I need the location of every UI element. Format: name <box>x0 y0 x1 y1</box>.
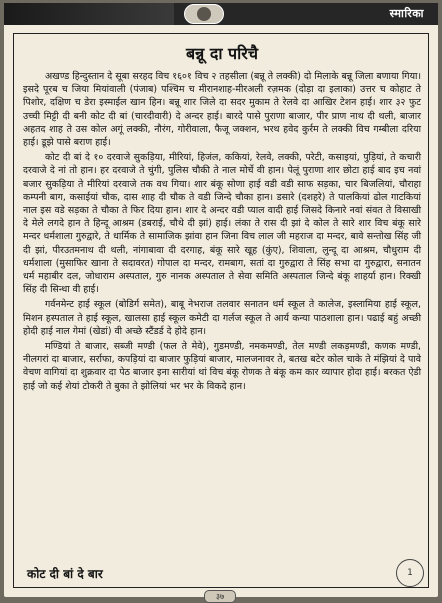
article-body <box>23 70 421 395</box>
article-title: बन्नू दा परिचै <box>186 44 258 63</box>
magazine-title: स्मारिका <box>389 7 424 20</box>
next-section-title: कोट दी बां दे बार <box>27 567 103 581</box>
magazine-page <box>4 3 438 601</box>
page-number: ३७ <box>204 590 236 603</box>
ganesha-emblem-icon <box>184 4 224 24</box>
page-header-band <box>4 3 438 25</box>
article-paragraph: कोट दी बां दे १० दरवाजे सुकड़िया, मीरियां, हिजंल, ककियां, रेलवे, लक्की, परेटी, कसाइयां, पुड़ियां, ते कचारी दरवाजे दे नां तो हान। हर दरवाजे ते चुंगी, पुलिस चौकी ते नाल मोर्चे वी हान। पेलूं पुराणा शार छोटा हाई बाद इच नवां बजार सुकड़िया ते मीरियां दरवाजे तक वध गिया। शार बंकू सोणा हाई वडी वडी साफ सड़का, चार बिजलियां, चौराहा कम्पनी बाग, कसाईयां चौक, दास शाह दी चौक ते वडी जिन्दे चौका हान। डसारे (दशहरे) ते पालकियां ढोल गाटकियां नाल इस वडे सड़का ते चौका ते फिर दिया हान। शार दे अन्दर वडी प्याल वादी हाई जिसदे किनारे नवां संवत ते विसाखी दे मेले लगदे हान ते हिन्दू आश्रम (डबराई, चौथे दी झां) हाई। लंका ते रास दी झां दे कोल ते सारे शार विच बंकू सारे मन्दर धर्मशाला गुरुद्वारे, ते धार्मिक ते सामाजिक झांवा हान जिना विच लाल जी महराज दा मन्दर, बावे सन्तोख सिंह जी दी झां, पीरउतमनाथ दी थली, नांगाबावा दी दरगाह, बंकू सारे खूह (कुंए), शिवाला, लुन्दू दा आश्रम, चौधुराम दी धर्मशाला (मुसाफिर खाना ते सदावरत) गोपाल दा मन्दर, रामबाग, सतां दा गुरुद्वारा ते सिंह सभा दा गुरुद्वारा, सनातन धर्म महाबीर दल, जोधाराम अस्पताल, गुरु नानक अस्पताल ते सेवा समिति अस्पताल जिन्दे बंकू शाहर्या हान। रिक्खी सिंह दी सिन्धा वी हाई। <box>23 152 421 296</box>
article-paragraph: गर्वनमेन्ट हाई स्कूल (बोडिर्ग समेत), बाबू नेभराज तलवार सनातन धर्म स्कूल ते कालेज, इस्लामिया हाई स्कूल, मिशन हस्पताल ते हाई स्कूल, खालसा हाई स्कूल कमेटी दा गर्लज स्कूल ते आर्य कन्या पाठशाला हान। पढाई बहुं अच्छी होदी हाई नाल गेमां (खेडां) वी अच्छे स्टैंडर्ड दे होदे हान। <box>23 299 421 337</box>
article-paragraph: मण्डियां ते बाजार, सब्जी मण्डी (फल ते मेवे), गुडमण्डी, नमकमण्डी, तेल मण्डी लकड़मण्डी, कणक मण्डी, नीलगरां दा बाजार, सर्राफा, कपड़ियां दा बाजार फुड़ियां बाजार, मालजनावर ते, बतख बटेर कोल चाके ते मंझियां दे पावे वेचण वागियां दा शुक्रवार दा पेठ बाजार इना सारीयां थां विच बंकू रोणक ते बंकू कम कार व्यापार होदा हाई। बरकत ऐडी हाई जो कई शेयां टोकरी ते बुका ते झोलियां भर भर के विकदे हान। <box>23 341 421 392</box>
article-paragraph: अखण्ड हिन्दुस्तान दे सूबा सरहद विच १६०१ विच २ तहसीला (बन्नू ते लक्की) दो मिलाके बन्नू जिला बणाया गिया। इसदे पूरब च जिया मियांवाली (पंजाब) पश्चिम च मीरानशाह-मीरअली रज़मक (दोड़ा दा इलाका) उत्तर च कोहाट ते पिशोर, दक्षिण च डेरा इस्माईल खान हिन। बन्नू शार जिले दा सदर मुकाम ते रेलवे दा आखिर टेशन हाई। शार ३२ फुट उच्ची मिट्टी दी बनी कोट दी बां (चारदीवारी) दे अन्दर हाई। बारदे पासे पुराणा बाजार, पीर प्राण नाथ दी थली, बाजार अहतद शाह ते उस कोल अगूं लक्की, नौरंग, गोरीवाला, फैजू जक्शन, भरथ हवेद कुर्रम ते लक्की विच गम्बीला दरिया हाई। डूझे पासे बराण हाई। <box>23 71 421 149</box>
header-dark-strip <box>4 3 174 25</box>
article-frame <box>13 33 429 588</box>
corner-mark: 1 <box>396 559 424 587</box>
